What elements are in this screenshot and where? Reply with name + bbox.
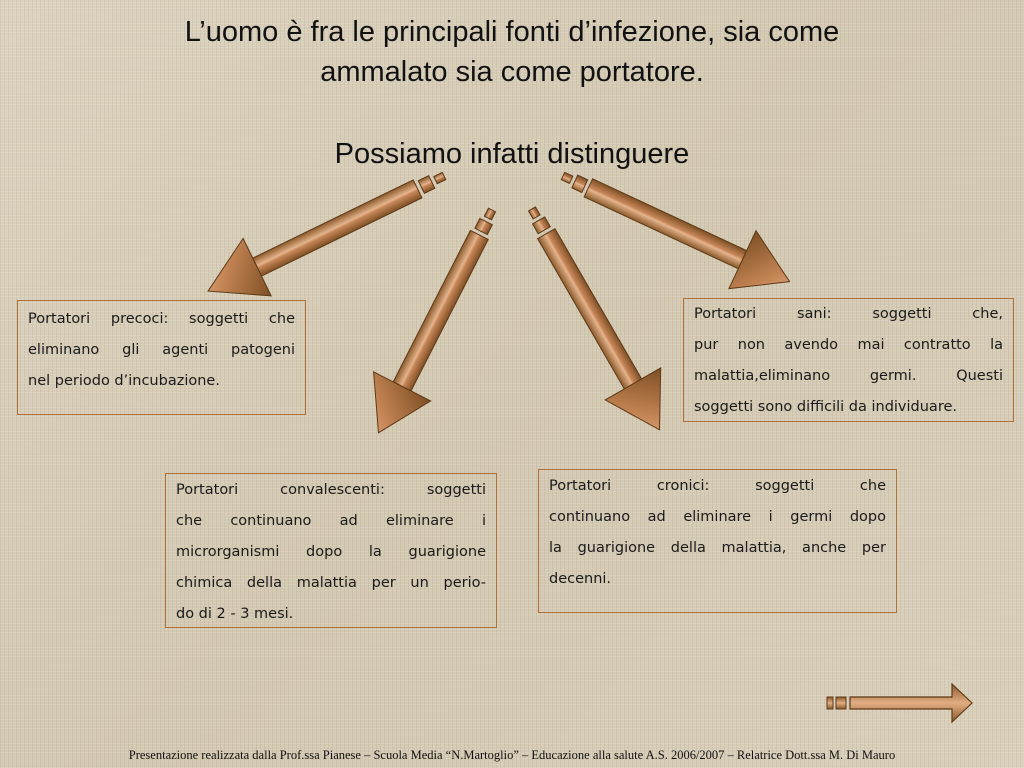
box-text-line: chimica della malattia per un perio- xyxy=(176,575,486,591)
box-portatori-convalescenti xyxy=(165,473,497,628)
box-portatori-sani xyxy=(683,298,1014,422)
slide-title-line-2: ammalato sia come portatore. xyxy=(320,56,704,88)
box-text-line: Portatori cronici: soggetti che xyxy=(549,478,886,494)
box-text-line: microrganismi dopo la guarigione xyxy=(176,544,486,560)
box-text-line: malattia,eliminano germi. Questi xyxy=(694,368,1003,384)
box-text-line: la guarigione della malattia, anche per xyxy=(549,540,886,556)
box-text-line: pur non avendo mai contratto la xyxy=(694,337,1003,353)
box-text-line: Portatori sani: soggetti che, xyxy=(694,306,1003,322)
box-text-line: eliminano gli agenti patogeni xyxy=(28,342,295,358)
box-text-line: che continuano ad eliminare i xyxy=(176,513,486,529)
box-portatori-precoci xyxy=(17,300,306,415)
box-text-line: soggetti sono difficili da individuare. xyxy=(694,399,957,415)
box-portatori-cronici xyxy=(538,469,897,613)
box-text-line: Portatori precoci: soggetti che xyxy=(28,311,295,327)
box-text-line: do di 2 - 3 mesi. xyxy=(176,606,294,622)
next-slide-arrow-icon[interactable] xyxy=(826,682,976,726)
arrow-to-precoci-icon xyxy=(194,147,458,320)
box-text-line: Portatori convalescenti: soggetti xyxy=(176,482,486,498)
slide-subtitle: Possiamo infatti distinguere xyxy=(334,138,690,170)
box-text-line: continuano ad eliminare i germi dopo xyxy=(549,509,886,525)
slide-footer: Presentazione realizzata dalla Prof.ssa Pianese – Scuola Media “N.Martoglio” – Educazione alla salute A.S. 2006/2007 – Relatrice Dott.ssa M. Di Mauro xyxy=(128,748,896,762)
slide-title-line-1: L’uomo è fra le principali fonti d’infezione, sia come xyxy=(184,16,840,48)
arrow-to-convalescenti-icon xyxy=(350,195,521,447)
box-text-line: decenni. xyxy=(549,571,612,587)
box-text-line: nel periodo d’incubazione. xyxy=(28,373,220,389)
